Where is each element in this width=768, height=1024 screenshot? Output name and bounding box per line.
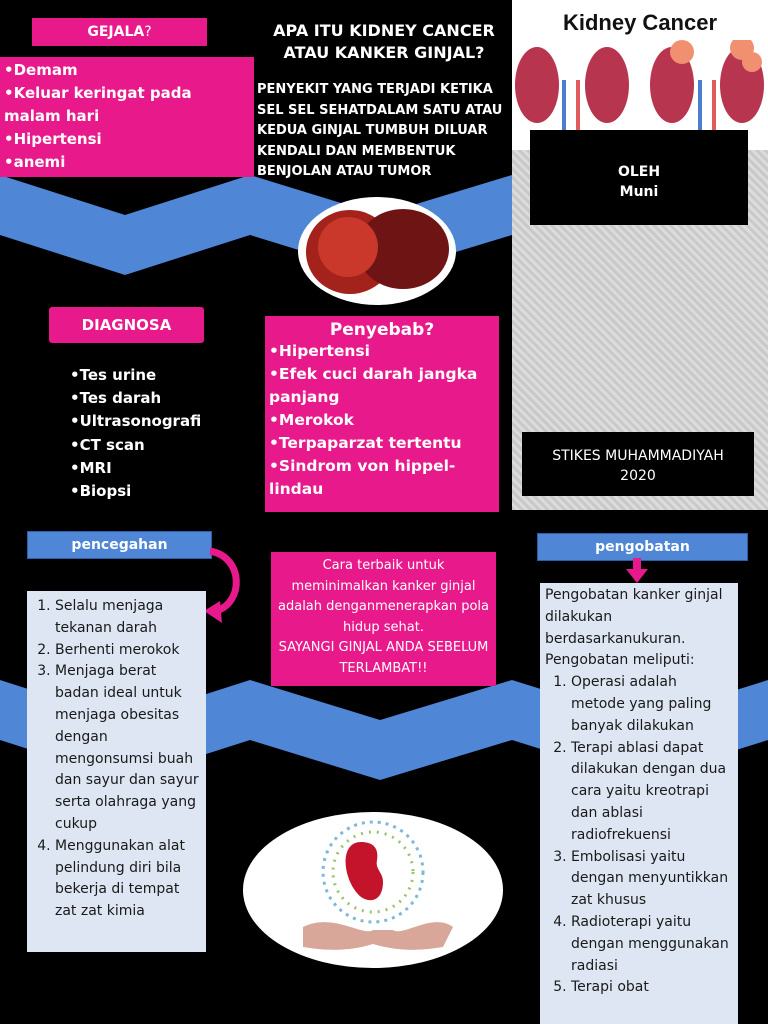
gejala-list [4, 59, 250, 174]
pengobatan-intro: Pengobatan kanker ginjal dilakukan berdasarkanukuran. [545, 587, 723, 647]
pengobatan-item: 5. Terapi obat [571, 977, 734, 999]
message-text: Cara terbaik untuk meminimalkan kanker ginjal adalah denganmenerapkan pola hidup sehat. [278, 558, 489, 635]
diagnosa-item: •MRI [70, 458, 112, 477]
oleh-label: OLEH [617, 164, 661, 180]
penyebab-item: •Merokok [269, 411, 354, 429]
pengobatan-item: 3. Embolisasi yaitu dengan menyuntikkan zat khusus [571, 847, 734, 912]
diagnosa-item: •Tes darah [70, 389, 162, 408]
pencegahan-panel [27, 591, 206, 952]
definition-text: PENYEKIT YANG TERJADI KETIKA SEL SEL SEHATDALAM SATU ATAU KEDUA GINJAL TUMBUH DILUAR KENDALI DAN MEMBENTUK BENJOLAN ATAU TUMOR [257, 82, 503, 179]
author-box [530, 130, 748, 225]
gejala-item: •Demam [4, 61, 78, 79]
gejala-heading [32, 18, 207, 46]
pengobatan-heading: pengobatan [537, 533, 748, 561]
gejala-item: •anemi [4, 153, 66, 171]
cover-image-area [512, 0, 768, 150]
title-line-1: APA ITU KIDNEY CANCER [273, 21, 495, 40]
pengobatan-item: 4. Radioterapi yaitu dengan menggunakan radiasi [571, 912, 734, 977]
kidney-illustration [512, 40, 768, 140]
tumor-illustration [298, 197, 456, 305]
diagnosa-item: •CT scan [70, 435, 145, 454]
pencegahan-list [29, 596, 202, 923]
year: 2020 [620, 468, 656, 484]
gejala-label: GEJALA [87, 24, 145, 40]
penyebab-item: •Hipertensi [269, 342, 370, 360]
author-name: Muni [619, 184, 659, 200]
down-arrow-icon [626, 558, 648, 584]
diagnosa-item: •Ultrasonografi [70, 412, 202, 431]
hands-illustration [243, 812, 503, 968]
diagnosa-list [70, 364, 250, 503]
institution-name: STIKES MUHAMMADIYAH [552, 448, 724, 464]
gejala-box [0, 57, 254, 177]
pengobatan-panel [540, 583, 738, 1024]
gejala-item: •Hipertensi [4, 130, 102, 148]
pengobatan-item: 1. Operasi adalah metode yang paling banyak dilakukan [571, 672, 734, 737]
pencegahan-item: 2. Berhenti merokok [55, 640, 202, 662]
penyebab-list [269, 340, 495, 501]
pencegahan-item: 1. Selalu menjaga tekanan darah [55, 596, 202, 640]
gejala-question: ? [144, 24, 152, 40]
diagnosa-item: •Biopsi [70, 482, 132, 501]
message-slogan: SAYANGI GINJAL ANDA SEBELUM TERLAMBAT!! [278, 640, 489, 676]
main-title [256, 20, 512, 64]
diagnosa-item: •Tes urine [70, 366, 157, 384]
institution-box [522, 432, 754, 496]
pengobatan-item: 2. Terapi ablasi dapat dilakukan dengan dua cara yaitu kreotrapi dan ablasi radiofrekuensi [571, 738, 734, 847]
gejala-item: •Keluar keringat pada malam hari [4, 84, 192, 125]
title-line-2: ATAU KANKER GINJAL? [283, 43, 485, 62]
kidney-tumor-photo [298, 197, 456, 305]
message-box [271, 552, 496, 686]
cover-title: Kidney Cancer [562, 10, 718, 35]
kidney-hands-image [243, 812, 503, 968]
pengobatan-subintro: Pengobatan meliputi: [545, 652, 695, 669]
pencegahan-item: 3. Menjaga berat badan ideal untuk menjaga obesitas dengan mengonsumsi buah dan sayur dan sayur serta olahraga yang cukup [55, 661, 202, 835]
pencegahan-heading: pencegahan [27, 531, 212, 559]
pengobatan-list [545, 672, 734, 999]
penyebab-title: Penyebab? [329, 320, 435, 340]
penyebab-item: •Efek cuci darah jangka panjang [269, 365, 478, 406]
diagnosa-heading: DIAGNOSA [49, 307, 204, 343]
penyebab-item: •Sindrom von hippel-lindau [269, 457, 456, 498]
curved-arrow-icon [200, 545, 246, 627]
penyebab-item: •Terpaparzat tertentu [269, 434, 462, 452]
penyebab-box [265, 316, 499, 512]
pencegahan-item: 4. Menggunakan alat pelindung diri bila bekerja di tempat zat zat kimia [55, 836, 202, 923]
